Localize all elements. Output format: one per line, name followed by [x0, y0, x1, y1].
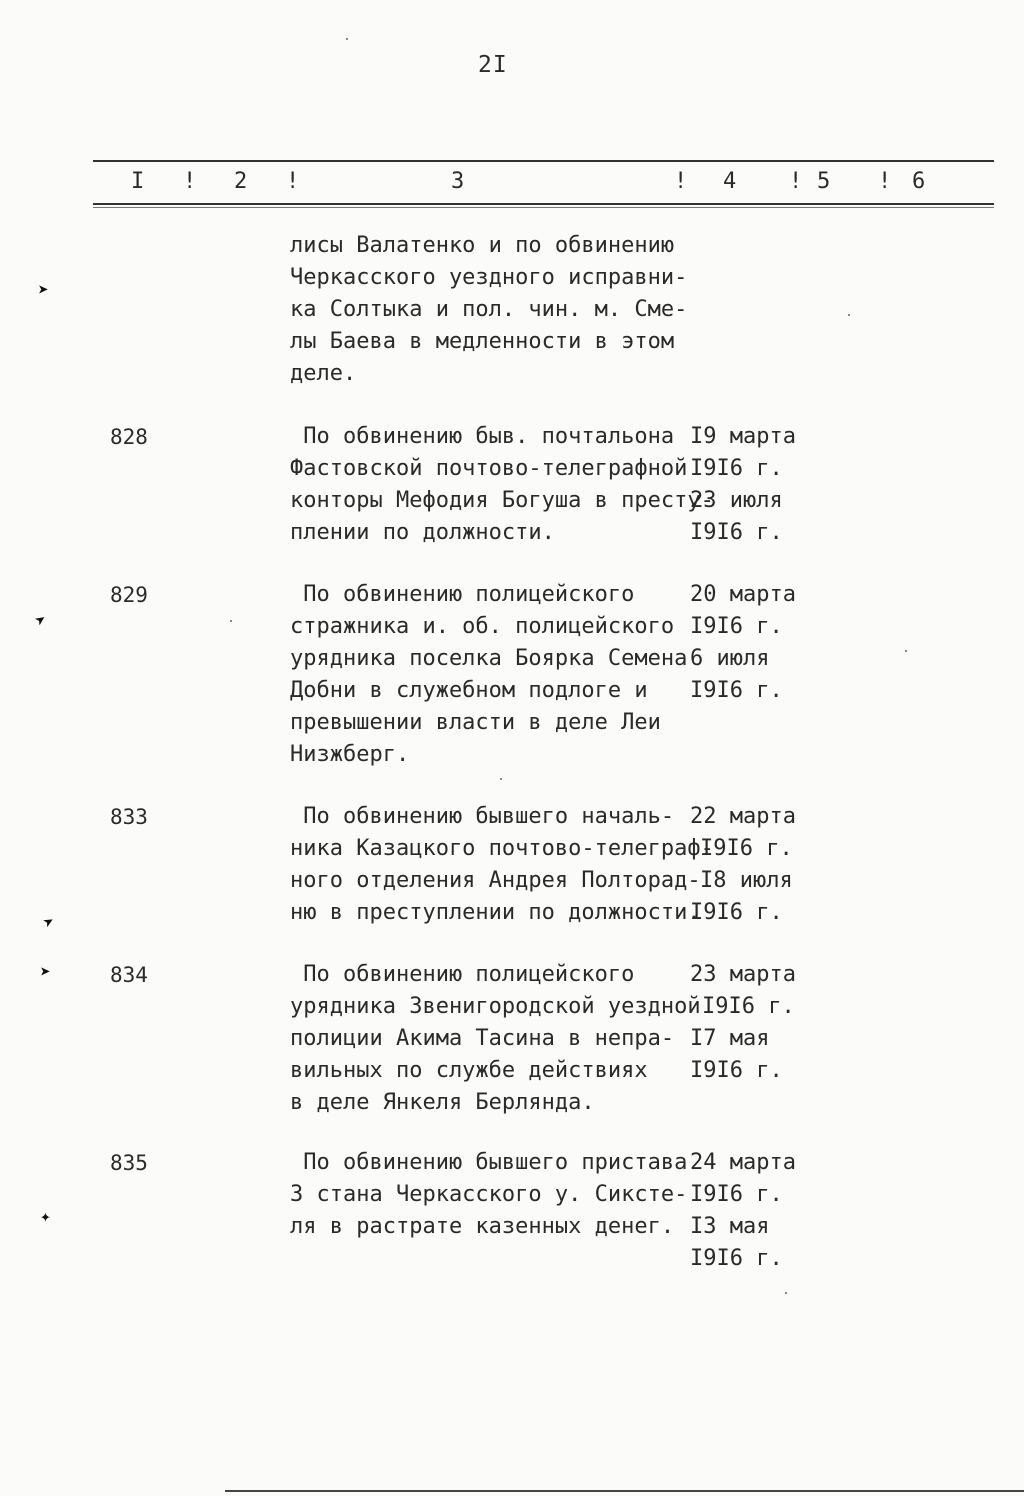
description-line: Низжберг.: [290, 742, 410, 767]
scan-bottom-edge: [225, 1490, 1024, 1492]
start-year: I9I6 г.: [690, 614, 783, 639]
description-line: ника Казацкого почтово-телеграф-: [290, 836, 714, 861]
record-number: 828: [110, 425, 148, 449]
end-year: I9I6 г.: [690, 900, 783, 925]
start-year: I9I6 г.: [702, 994, 795, 1019]
start-date: I9 марта: [690, 424, 796, 449]
column-header-5: 5: [817, 169, 831, 194]
description-line: ню в преступлении по должности.: [290, 900, 701, 925]
binding-mark-icon: ➤: [39, 910, 60, 935]
record-number: 834: [110, 963, 148, 987]
description-line: 3 стана Черкасского у. Сиксте-: [290, 1182, 688, 1207]
description-line: стражника и. об. полицейского: [290, 614, 675, 639]
column-header-3: 3: [451, 169, 465, 194]
end-date: 6 июля: [690, 646, 770, 671]
column-header-2: 2: [234, 169, 248, 194]
binding-mark-icon: ➤: [38, 280, 49, 301]
end-date: 23 июля: [690, 488, 783, 513]
record-number: 829: [110, 583, 148, 607]
description-line: лисы Валатенко и по обвинению: [290, 233, 675, 258]
start-date: 22 марта: [690, 804, 796, 829]
start-year: I9I6 г.: [690, 1182, 783, 1207]
start-year: I9I6 г.: [700, 836, 793, 861]
description-line: По обвинению полицейского: [290, 582, 635, 607]
description-line: Фастовской почтово-телеграфной: [290, 456, 688, 481]
description-line: плении по должности.: [290, 520, 555, 545]
page-number: 2I: [478, 52, 508, 78]
column-separator: !: [674, 169, 688, 194]
column-separator: !: [183, 169, 197, 194]
description-line: По обвинению бывшего началь-: [290, 804, 675, 829]
description-line: Черкасского уездного исправни-: [290, 265, 688, 290]
end-year: I9I6 г.: [690, 520, 783, 545]
end-year: I9I6 г.: [690, 1058, 783, 1083]
description-line: в деле Янкеля Берлянда.: [290, 1090, 595, 1115]
table-top-rule: [93, 160, 994, 162]
scan-speck: [500, 778, 502, 780]
description-line: превышении власти в деле Леи: [290, 710, 661, 735]
description-line: По обвинению быв. почтальона: [290, 424, 675, 449]
start-date: 20 марта: [690, 582, 796, 607]
scan-speck: [346, 38, 348, 40]
scan-speck: [905, 650, 907, 652]
binding-mark-icon: ➤: [40, 962, 51, 983]
scan-speck: [785, 1292, 787, 1294]
description-line: ного отделения Андрея Полторад-: [290, 868, 701, 893]
start-date: 23 марта: [690, 962, 796, 987]
description-line: урядника Звенигородской уездной: [290, 994, 701, 1019]
description-line: деле.: [290, 361, 357, 386]
description-line: лы Баева в медленности в этом: [290, 329, 675, 354]
end-date: I3 мая: [690, 1214, 770, 1239]
end-date: I8 июля: [700, 868, 793, 893]
description-line: ля в растрате казенных денег.: [290, 1214, 675, 1239]
description-line: конторы Мефодия Богуша в престу-: [290, 488, 714, 513]
record-number: 833: [110, 805, 148, 829]
column-separator: !: [789, 169, 803, 194]
column-header-1: I: [131, 169, 145, 194]
description-line: Добни в служебном подлоге и: [290, 678, 648, 703]
column-header-4: 4: [723, 169, 737, 194]
description-line: По обвинению полицейского: [290, 962, 635, 987]
start-year: I9I6 г.: [690, 456, 783, 481]
end-year: I9I6 г.: [690, 1246, 783, 1271]
binding-mark-icon: ➤: [30, 608, 52, 633]
scan-speck: [230, 620, 232, 622]
description-line: полиции Акима Тасина в непра-: [290, 1026, 675, 1051]
description-line: По обвинению бывшего пристава: [290, 1150, 688, 1175]
description-line: урядника поселка Боярка Семена: [290, 646, 688, 671]
description-line: вильных по службе действиях: [290, 1058, 648, 1083]
column-separator: !: [286, 169, 300, 194]
column-separator: !: [878, 169, 892, 194]
scan-speck: [848, 314, 850, 316]
end-date: I7 мая: [690, 1026, 770, 1051]
table-header-rule: [93, 203, 994, 205]
record-number: 835: [110, 1151, 148, 1175]
description-line: ка Солтыка и пол. чин. м. Сме-: [290, 297, 688, 322]
column-header-6: 6: [912, 169, 926, 194]
end-year: I9I6 г.: [690, 678, 783, 703]
binding-mark-icon: ✦: [40, 1206, 51, 1227]
start-date: 24 марта: [690, 1150, 796, 1175]
table-header-rule-thin: [93, 207, 994, 208]
